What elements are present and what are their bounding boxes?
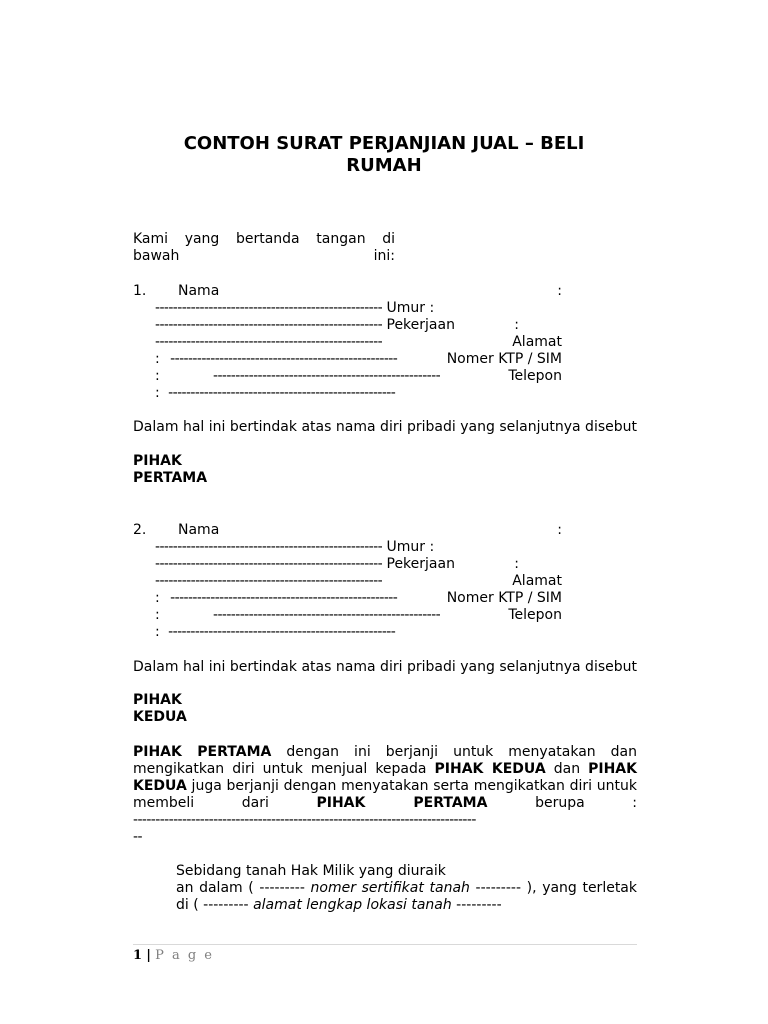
party2-alamat-label: Alamat	[512, 573, 562, 589]
party1-pekerjaan-row	[155, 317, 562, 334]
item-line3	[176, 897, 637, 914]
item-line2	[176, 880, 637, 897]
party2-pekerjaan-label: Pekerjaan	[386, 556, 455, 572]
agreement-text4: berupa :	[487, 795, 637, 811]
party1-statement-text: Dalam hal ini bertindak atas nama diri pribadi yang selanjutnya disebut	[133, 419, 637, 435]
party1-fields	[133, 283, 562, 402]
party2-name-row	[133, 522, 562, 539]
party1-umur-blank: ---------------------------------------------------	[155, 317, 383, 333]
party2-umur-blank: ---------------------------------------------------	[155, 556, 383, 572]
party1-alamat-row	[155, 334, 562, 351]
party2-name-blank: ---------------------------------------------------	[155, 539, 383, 555]
party2-telepon-label: Telepon	[508, 607, 562, 623]
party1-name-row	[133, 283, 562, 300]
party1-umur-label: Umur :	[386, 300, 435, 316]
item-line3-b: ---------	[451, 897, 502, 913]
party1-role-line2: PERTAMA	[133, 470, 208, 486]
party2-statement-text: Dalam hal ini bertindak atas nama diri pribadi yang selanjutnya disebut	[133, 659, 637, 675]
party2-role	[133, 692, 187, 726]
party1-role-line1: PIHAK	[133, 453, 182, 469]
party2-telepon-blank: ---------------------------------------------------	[168, 624, 396, 640]
agreement-text2: dan	[545, 761, 589, 777]
party2-ktp-blank: ---------------------------------------------------	[213, 607, 441, 623]
party1-name-colon: :	[557, 283, 562, 299]
footer-page-label: P a g e	[155, 948, 214, 963]
party1-ktp-colon: :	[155, 368, 160, 384]
party2-ktp-label: Nomer KTP / SIM	[446, 590, 562, 606]
party2-pekerjaan-colon: :	[514, 556, 519, 572]
party2-pekerjaan-row	[155, 556, 562, 573]
footer-separator: |	[146, 948, 151, 963]
party2-role-line1: PIHAK	[133, 692, 182, 708]
party2-statement	[133, 659, 637, 676]
party2-pekerjaan-blank: ---------------------------------------------------	[155, 573, 383, 589]
party1-telepon-value-row	[155, 385, 562, 402]
agreement-pihak-kedua-2: PIHAK KEDUA	[133, 761, 637, 794]
item-line2-italic: nomer sertifikat tanah	[310, 880, 470, 896]
party1-name-label: Nama	[178, 283, 220, 299]
party1-telepon-colon: :	[155, 385, 160, 401]
party2-role-line2: KEDUA	[133, 709, 187, 725]
agreement-text3: juga berjanji dengan menyatakan serta mengikatkan diri untuk membeli dari	[133, 778, 637, 811]
party1-pekerjaan-blank: ---------------------------------------------------	[155, 334, 383, 350]
party1-ktp-row	[155, 351, 562, 368]
party2-umur-label: Umur :	[386, 539, 435, 555]
party1-alamat-blank: ---------------------------------------------------	[170, 351, 398, 367]
party2-name-colon: :	[557, 522, 562, 538]
party2-telepon-colon: :	[155, 624, 160, 640]
party2-number: 2.	[133, 522, 147, 538]
party2-telepon-row	[155, 607, 562, 624]
party2-name-label: Nama	[178, 522, 220, 538]
party1-name-blank: ---------------------------------------------------	[155, 300, 383, 316]
agreement-paragraph	[133, 744, 637, 812]
intro-paragraph: Kami yang bertanda tangan di bawah ini:	[133, 231, 395, 264]
item-line1: Sebidang tanah Hak Milik yang diuraik	[176, 863, 446, 879]
party1-statement	[133, 419, 637, 436]
party1-pekerjaan-label: Pekerjaan	[386, 317, 455, 333]
party2-umur-row	[155, 539, 562, 556]
item-line2-b: --------- ), yang terletak	[469, 880, 637, 896]
agreement-dash-tail: --	[133, 829, 142, 845]
agreement-text1: dengan ini berjanji untuk menyatakan dan mengikatkan diri untuk menjual kepada	[133, 744, 637, 777]
party1-pekerjaan-colon: :	[514, 317, 519, 333]
party1-ktp-label: Nomer KTP / SIM	[446, 351, 562, 367]
party2-alamat-colon: :	[155, 590, 160, 606]
party1-umur-row	[155, 300, 562, 317]
party1-number: 1.	[133, 283, 147, 299]
document-title: CONTOH SURAT PERJANJIAN JUAL – BELI RUMAH	[183, 133, 585, 176]
party1-alamat-colon: :	[155, 351, 160, 367]
party2-alamat-blank: ---------------------------------------------------	[170, 590, 398, 606]
agreement-pihak-kedua: PIHAK KEDUA	[434, 761, 546, 777]
item-description	[176, 863, 637, 914]
party1-alamat-label: Alamat	[512, 334, 562, 350]
party2-ktp-row	[155, 590, 562, 607]
item-line2-a: an dalam ( ---------	[176, 880, 311, 896]
footer-page-number: 1	[133, 948, 143, 963]
page-footer	[133, 944, 637, 964]
agreement-pihak-pertama-2: PIHAK PERTAMA	[316, 795, 488, 811]
party1-telepon-label: Telepon	[508, 368, 562, 384]
item-line3-a: di ( ---------	[176, 897, 254, 913]
party1-telepon-row	[155, 368, 562, 385]
party2-alamat-row	[155, 573, 562, 590]
agreement-pihak-pertama: PIHAK PERTAMA	[133, 744, 272, 760]
agreement-dash-line: -----------------------------------------------------------------------------	[133, 812, 476, 828]
party2-telepon-value-row	[155, 624, 562, 641]
item-line3-italic: alamat lengkap lokasi tanah	[253, 897, 452, 913]
party2-fields	[133, 522, 562, 641]
party1-role	[133, 453, 207, 487]
party2-ktp-colon: :	[155, 607, 160, 623]
party1-telepon-blank: ---------------------------------------------------	[168, 385, 396, 401]
party1-ktp-blank: ---------------------------------------------------	[213, 368, 441, 384]
agreement-blank	[133, 812, 637, 846]
